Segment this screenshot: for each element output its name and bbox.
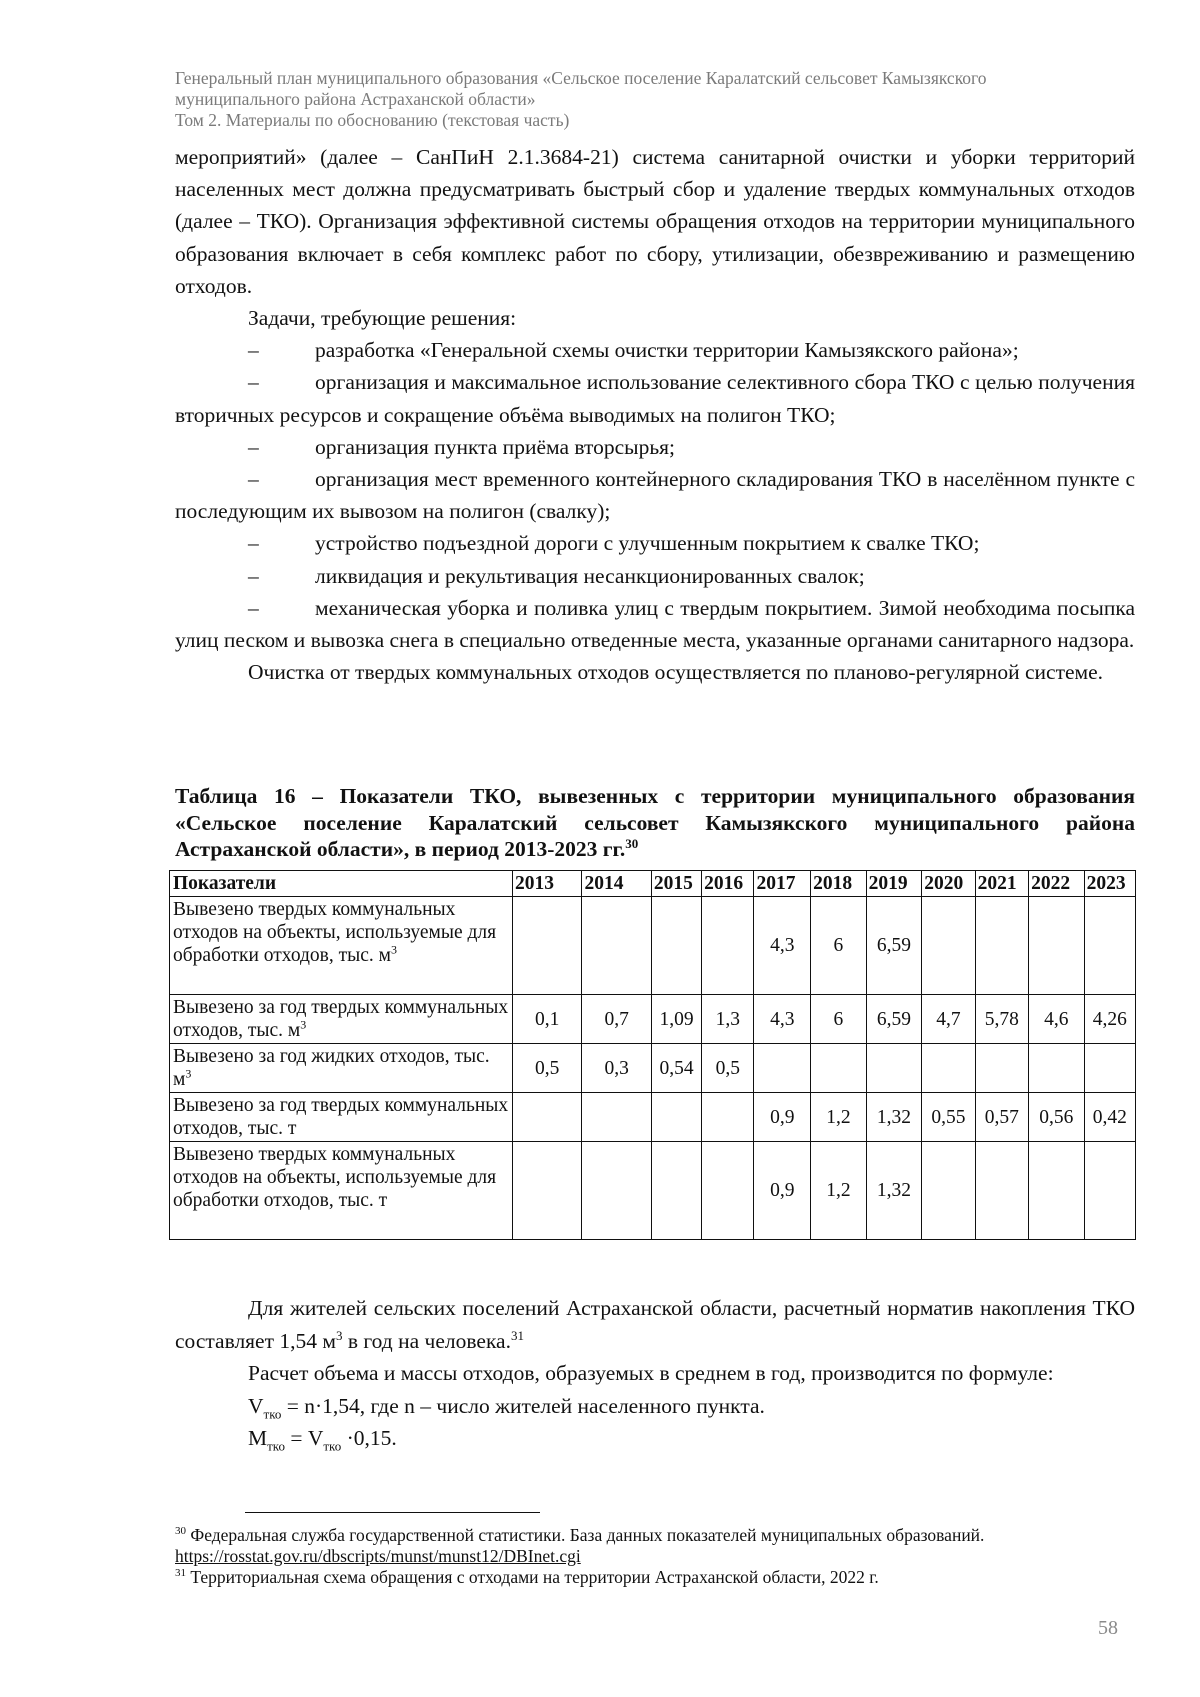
table-cell: 6 — [811, 897, 867, 995]
table-cell — [866, 1044, 922, 1093]
table-cell — [651, 1142, 701, 1240]
tasks-heading: Задачи, требующие решения: — [248, 306, 517, 331]
intro-section — [175, 141, 1135, 688]
year-header: 2021 — [975, 871, 1028, 897]
table-cell: 0,9 — [754, 1142, 811, 1240]
footnote-ref[interactable]: 30 — [625, 835, 639, 851]
intro-paragraph: мероприятий» (далее – СанПиН 2.1.3684-21) система санитарной очистки и уборки территорий населенных мест должна предусматривать быстрый сбор и удаление твердых коммунальных отходов (далее – ТКО). Организация эффективной системы обращения отходов на территории муниципального образования включает в себя комплекс работ по сбору, утилизации, обезвреживанию и размещению отходов. — [175, 145, 1135, 298]
header-line-2: муниципального района Астраханской области» — [175, 89, 536, 109]
table-cell — [582, 897, 651, 995]
cleanup-paragraph: Очистка от твердых коммунальных отходов осуществляется по планово-регулярной системе. — [248, 660, 1104, 685]
table-cell: 0,55 — [922, 1093, 975, 1142]
year-header: 2013 — [513, 871, 582, 897]
table-cell — [651, 1093, 701, 1142]
table-row — [170, 897, 1136, 995]
task-item: – организация пункта приёма вторсырья; — [175, 431, 1135, 463]
task-item: – организация и максимальное использование селективного сбора ТКО с целью получения вторичных ресурсов и сокращение объёма выводимых на полигон ТКО; — [175, 366, 1135, 430]
footnote-separator — [245, 1512, 540, 1513]
table-cell: 6 — [811, 995, 867, 1044]
year-header: 2019 — [866, 871, 922, 897]
rosstat-link[interactable]: https://rosstat.gov.ru/dbscripts/munst/munst12/DBInet.cgi — [175, 1546, 581, 1566]
table-cell — [1029, 897, 1085, 995]
table-cell — [922, 1044, 975, 1093]
year-header: 2016 — [702, 871, 754, 897]
table-cell — [975, 1044, 1028, 1093]
table-cell: 1,09 — [651, 995, 701, 1044]
dash-marker: – — [248, 434, 259, 459]
table-cell: 1,2 — [811, 1093, 867, 1142]
footnote-31: $^{31}$ Территориальная схема обращения с отходами на территории Астраханской области, 2022 г. — [175, 1567, 879, 1587]
table-cell: 0,42 — [1084, 1093, 1135, 1142]
table-cell: 1,32 — [866, 1142, 922, 1240]
table-cell: 0,1 — [513, 995, 582, 1044]
table-body — [170, 897, 1136, 1240]
page-number: 58 — [1098, 1617, 1118, 1639]
formula-mass: $M_{тко} = V_{тко} \cdot 0,15$. — [248, 1426, 397, 1454]
table-cell: 0,57 — [975, 1093, 1028, 1142]
task-item: – ликвидация и рекультивация несанкционированных свалок; — [175, 560, 1135, 592]
table-cell: 1,32 — [866, 1093, 922, 1142]
table-cell: 0,5 — [513, 1044, 582, 1093]
table-cell — [513, 1093, 582, 1142]
table-cell: 0,7 — [582, 995, 651, 1044]
row-label: Вывезено за год твердых коммунальных отходов, тыс. т — [170, 1093, 513, 1142]
year-header: 2020 — [922, 871, 975, 897]
table-caption: Таблица 16 – Показатели ТКО, вывезенных с территории муниципального образования «Сельское поселение Каралатский сельсовет Камызякского муниципального района Астраханской области», в период 2013-2023 гг.$^{30}$ — [175, 784, 1135, 861]
tasks-list — [175, 334, 1135, 656]
dash-marker: – — [248, 531, 259, 556]
year-header: 2023 — [1084, 871, 1135, 897]
task-item: – устройство подъездной дороги с улучшенным покрытием к свалке ТКО; — [175, 527, 1135, 559]
formula-intro: Расчет объема и массы отходов, образуемых в среднем в год, производится по формуле: — [248, 1361, 1054, 1385]
table-cell: 6,59 — [866, 995, 922, 1044]
table-cell — [702, 1093, 754, 1142]
header-line-3: Том 2. Материалы по обоснованию (текстовая часть) — [175, 110, 570, 130]
norm-section — [175, 1292, 1135, 1455]
table-cell: 0,5 — [702, 1044, 754, 1093]
table-cell: 5,78 — [975, 995, 1028, 1044]
row-label: Вывезено твердых коммунальных отходов на объекты, используемые для обработки отходов, тыс. т — [170, 1142, 513, 1240]
year-header: 2022 — [1029, 871, 1085, 897]
row-label: Вывезено за год твердых коммунальных отходов, тыс. $м^3$ — [170, 995, 513, 1044]
dash-marker: – — [248, 563, 259, 588]
table-cell: 4,3 — [754, 897, 811, 995]
table-cell: 4,7 — [922, 995, 975, 1044]
running-header — [175, 68, 1135, 131]
table-cell: 1,2 — [811, 1142, 867, 1240]
table-cell: 6,59 — [866, 897, 922, 995]
table-cell: 0,54 — [651, 1044, 701, 1093]
table-cell — [651, 897, 701, 995]
table-cell — [582, 1093, 651, 1142]
table-cell — [702, 1142, 754, 1240]
row-label: Вывезено твердых коммунальных отходов на объекты, используемые для обработки отходов, тыс. $м^3$ — [170, 897, 513, 995]
year-header: 2014 — [582, 871, 651, 897]
table-cell — [513, 897, 582, 995]
dash-marker: – — [248, 370, 259, 395]
table-cell — [582, 1142, 651, 1240]
year-header: 2017 — [754, 871, 811, 897]
table-cell — [1084, 897, 1135, 995]
table-cell: 0,56 — [1029, 1093, 1085, 1142]
task-item: – механическая уборка и поливка улиц с твердым покрытием. Зимой необходима посыпка улиц песком и вывозка снега в специально отведенные места, указанные органами санитарного надзора. — [175, 592, 1135, 656]
table-cell — [1084, 1044, 1135, 1093]
task-item: – разработка «Генеральной схемы очистки территории Камызякского района»; — [175, 334, 1135, 366]
table-row — [170, 995, 1136, 1044]
year-header: 2018 — [811, 871, 867, 897]
norm-paragraph: Для жителей сельских поселений Астраханской области, расчетный норматив накопления ТКО составляет 1,54 $м^3$ в год на человека.$^{31}$ — [175, 1296, 1135, 1353]
table-cell: 0,3 — [582, 1044, 651, 1093]
column-header: Показатели — [170, 871, 513, 897]
table-cell — [975, 897, 1028, 995]
table-cell: 4,26 — [1084, 995, 1135, 1044]
footnotes — [175, 1525, 1140, 1588]
table-row — [170, 1044, 1136, 1093]
table-row — [170, 1093, 1136, 1142]
table-cell — [922, 897, 975, 995]
table-cell — [811, 1044, 867, 1093]
table-cell — [754, 1044, 811, 1093]
row-label: Вывезено за год жидких отходов, тыс. $м^3$ — [170, 1044, 513, 1093]
table-cell: 1,3 — [702, 995, 754, 1044]
table-cell: 0,9 — [754, 1093, 811, 1142]
year-header: 2015 — [651, 871, 701, 897]
table-cell — [922, 1142, 975, 1240]
table-cell: 4,6 — [1029, 995, 1085, 1044]
footnote-30: $^{30}$ Федеральная служба государственной статистики. База данных показателей муниципальных образований. https://rosstat.gov.ru/dbscripts/munst/munst12/DBInet.cgi — [175, 1525, 985, 1566]
footnote-ref[interactable]: 31 — [510, 1327, 524, 1343]
dash-marker: – — [248, 338, 259, 363]
tko-table — [169, 870, 1136, 1240]
task-item: – организация мест временного контейнерного складирования ТКО в населённом пункте с последующим их вывозом на полигон (свалку); — [175, 463, 1135, 527]
table-cell — [1029, 1044, 1085, 1093]
formula-volume: $V_{тко} = n\cdot 1,54$, где n – число жителей населенного пункта. — [248, 1393, 765, 1421]
table-header-row — [170, 871, 1136, 897]
dash-marker: – — [248, 467, 259, 492]
table-cell: 4,3 — [754, 995, 811, 1044]
table-cell — [513, 1142, 582, 1240]
table-cell — [1029, 1142, 1085, 1240]
table-row — [170, 1142, 1136, 1240]
header-line-1: Генеральный план муниципального образования «Сельское поселение Каралатский сельсовет Камызякского — [175, 68, 987, 88]
table-cell — [702, 897, 754, 995]
table-cell — [975, 1142, 1028, 1240]
dash-marker: – — [248, 595, 259, 620]
table-cell — [1084, 1142, 1135, 1240]
